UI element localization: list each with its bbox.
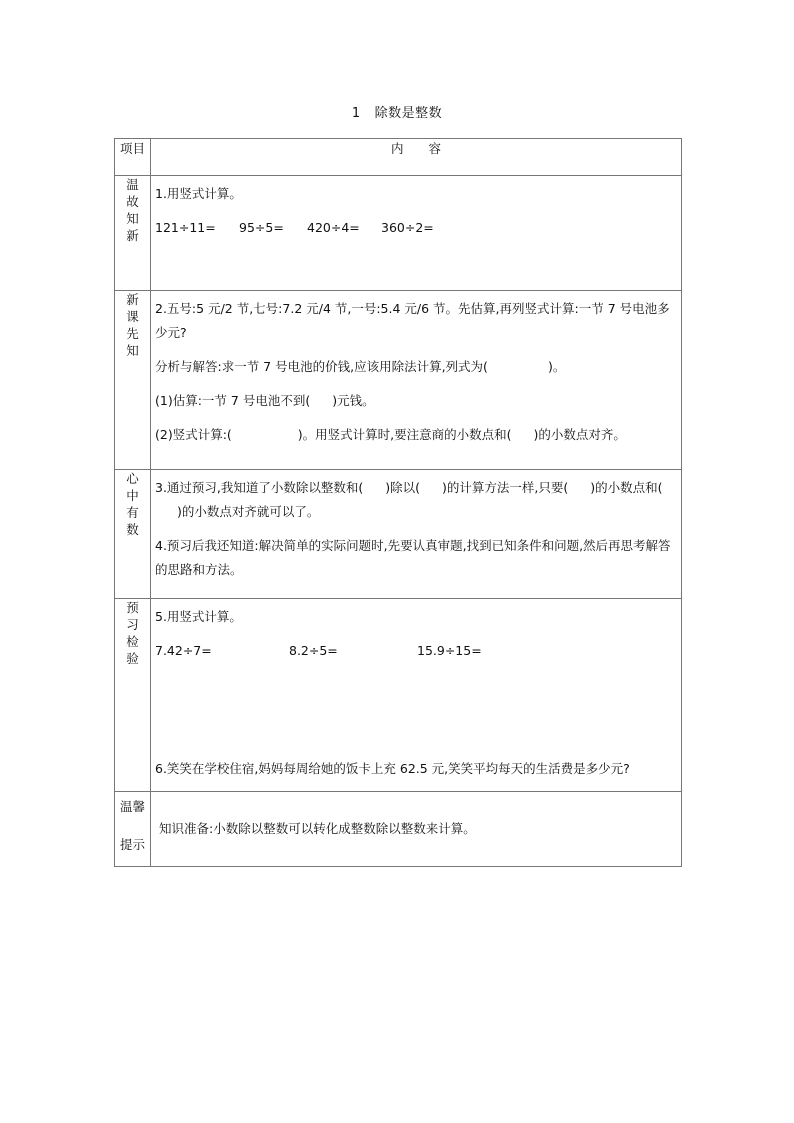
page-title [0,102,794,121]
estimate-text: (1)估算:一节 7 号电池不到( [155,393,311,408]
question-3: 3.通过预习,我知道了小数除以整数和( )除以( )的计算方法一样,只要( )的小数点和()的小数点对齐就可以了。 [155,480,663,519]
calc-item: 420÷4= [307,220,360,235]
header-row [115,139,682,176]
section-label-mind: 心中有数 [126,471,139,537]
question-6: 6.笑笑在学校住宿,妈妈每周给她的饭卡上充 62.5 元,笑笑平均每天的生活费是多少元? [155,761,630,776]
question-1: 1.用竖式计算。 [155,186,242,201]
section-tip [115,792,682,867]
section-label-review: 温故知新 [126,177,139,243]
analysis-line [155,355,675,379]
tip-label-line1: 温馨 [119,799,145,814]
calc-item: 360÷2= [381,220,434,235]
calc-row-2 [155,639,675,663]
section-label-check: 预习检验 [126,600,139,666]
question-5: 5.用竖式计算。 [155,609,242,624]
section-review [115,176,682,291]
header-content: 内 容 [151,139,682,176]
question-4: 4.预习后我还知道:解决简单的实际问题时,先要认真审题,找到已知条件和问题,然后再思考解答的思路和方法。 [155,538,671,577]
vertical-text: (2)竖式计算:( [155,427,232,442]
question-2: 2.五号:5 元/2 节,七号:7.2 元/4 节,一号:5.4 元/6 节。先估算,再列竖式计算:一节 7 号电池多少元? [155,301,670,340]
vertical-text-end: )的小数点对齐。 [533,427,626,442]
tip-label-line2: 提示 [119,837,145,852]
calc-item: 95÷5= [239,220,284,235]
estimate-text-end: )元钱。 [332,393,375,408]
worksheet-table [114,138,682,867]
calc-item: 8.2÷5= [289,643,338,658]
section-check [115,599,682,792]
calc-item: 15.9÷15= [417,643,482,658]
analysis-text: 分析与解答:求一节 7 号电池的价钱,应该用除法计算,列式为( [155,359,488,374]
tip-text: 知识准备:小数除以整数可以转化成整数除以整数来计算。 [159,821,476,836]
section-label-new-lesson: 新课先知 [126,292,139,358]
calc-row-1 [155,216,675,240]
analysis-text-end: )。 [547,359,566,374]
calc-item: 121÷11= [155,220,216,235]
section-mind [115,470,682,599]
vertical-calc-line [155,423,675,447]
header-item: 项目 [115,139,151,176]
estimate-line [155,389,675,413]
vertical-text-mid: )。用竖式计算时,要注意商的小数点和( [297,427,512,442]
title-number: 1 [351,106,361,121]
calc-item: 7.42÷7= [155,643,212,658]
title-text: 除数是整数 [374,106,443,121]
section-new-lesson [115,291,682,470]
